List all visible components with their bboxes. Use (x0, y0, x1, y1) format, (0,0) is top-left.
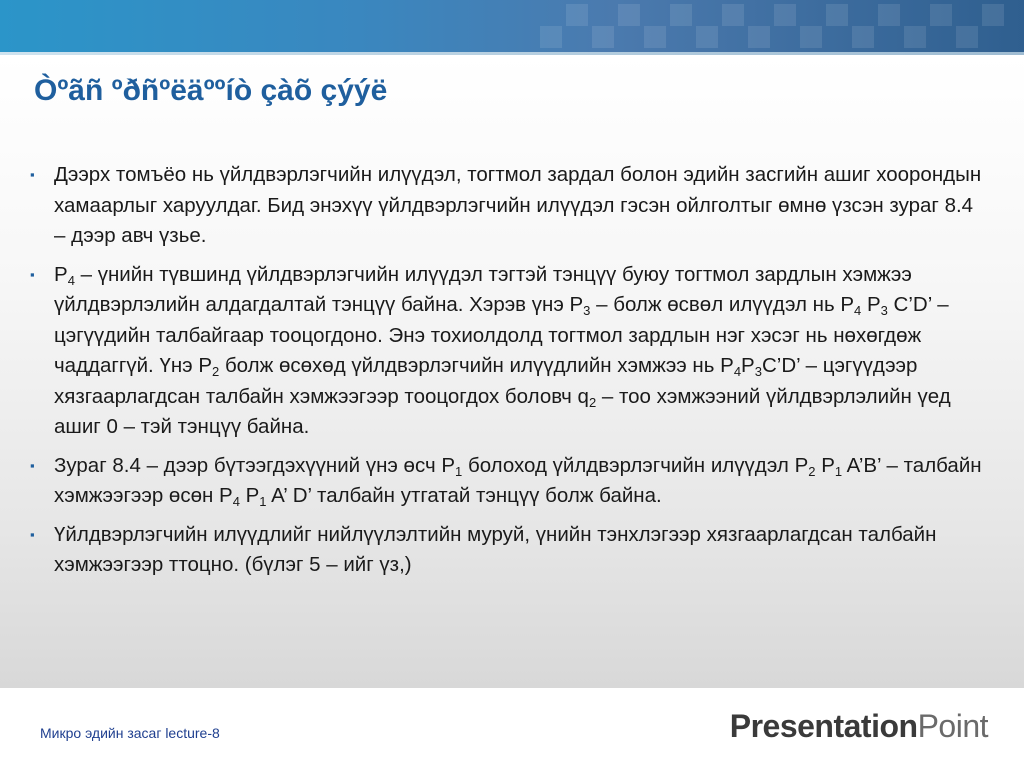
subscript-text: 4 (854, 303, 862, 318)
subscript-text: 1 (834, 463, 843, 479)
subscript-text: 3 (880, 303, 888, 318)
bullet-item (30, 260, 990, 443)
bullet-text: P (815, 453, 835, 477)
bullet-text: P (54, 262, 68, 286)
bullet-marker: ▪ (30, 457, 35, 473)
subscript-text: 3 (583, 303, 591, 318)
presentationpoint-logo (730, 708, 988, 745)
subscript-text: 1 (455, 463, 463, 479)
bullet-text: Дээрх томъёо нь үйлдвэрлэгчийн илүүдэл, тогтмол зардал болон эдийн засгийн ашиг хоорондын хамаарлыг харуулдаг. Бид энэхүү үйлдвэрлэгчийн илүүдэл гэсэн ойлголтыг өмнө үзсэн зураг 8.4 – дээр авч үзье. (54, 163, 982, 247)
bullet-marker: ▪ (30, 266, 35, 282)
bullet-text: Үйлдвэрлэгчийн илүүдлийг нийлүүлэлтийн муруй, үнийн тэнхлэгээр хязгаарлагдсан талбайн хэмжээгээр ттоцно. (бүлэг 5 – ийг үз,) (54, 522, 937, 576)
bullet-text: A’ D’ талбайн утгатай тэнцүү болж байна. (266, 484, 662, 507)
bullet-item (30, 160, 990, 252)
subscript-text: 2 (212, 364, 220, 379)
bullet-marker: ▪ (30, 526, 35, 542)
banner-tile-pattern (464, 0, 1024, 52)
bullet-text: болж өсөхөд үйлдвэрлэгчийн илүүдлийн хэмжээ нь P (219, 354, 734, 377)
logo-light-text: Point (917, 708, 988, 744)
bullet-text: Зураг 8.4 – дээр бүтээгдэхүүний үнэ өсч P (54, 453, 456, 477)
bullet-item (30, 451, 990, 512)
footer-text: Микро эдийн засаг lecture-8 (40, 725, 220, 741)
logo-bold-text: Presentation (729, 708, 918, 744)
bullet-text: P (239, 484, 260, 507)
subscript-text: 2 (808, 463, 816, 479)
bullet-text: – үнийн түвшинд үйлдвэрлэгчийн илүүдэл тэгтэй тэнцүү буюу тогтмол зардлын хэмжээ үйлдвэрлэлийн алдагдалтай тэнцүү байна. Хэрэв үнэ P (54, 262, 912, 316)
bullet-marker: ▪ (30, 167, 35, 182)
subscript-text: 3 (754, 364, 762, 379)
bullet-text: – болж өсвөл илүүдэл нь P (590, 293, 855, 316)
subscript-text: 4 (67, 272, 75, 288)
bullet-text: A’B’ – талбайн хэмжээгээр өсөн P (54, 453, 982, 507)
bullet-text: P (741, 354, 755, 377)
subscript-text: 1 (259, 494, 267, 509)
subscript-text: 4 (733, 364, 742, 379)
subscript-text: 2 (588, 394, 597, 410)
bullet-text: C’D’ – цэгүүдээр хязгаарлагдсан талбайн хэмжээгээр тооцогдох боловч q (54, 354, 918, 408)
bullet-list (30, 160, 990, 589)
bullet-text: болоход үйлдвэрлэгчийн илүүдэл P (462, 453, 809, 477)
header-banner (0, 0, 1024, 52)
bullet-text: P (861, 293, 881, 316)
bullet-text: C’D’ – цэгүүдийн талбайгаар тооцогдоно. Энэ тохиолдолд тогтмол зардлын нэг хэсэг нь нөхөгдөж чаддаггүй. Үнэ P (54, 293, 949, 377)
bullet-item (30, 520, 990, 581)
subscript-text: 4 (232, 494, 240, 509)
bullet-text: – тоо хэмжээний үйлдвэрлэлийн үед ашиг 0 – тэй тэнцүү байна. (54, 384, 951, 438)
slide-title: Òºãñ ºðñºëäººíò çàõ çýýë (34, 74, 388, 107)
